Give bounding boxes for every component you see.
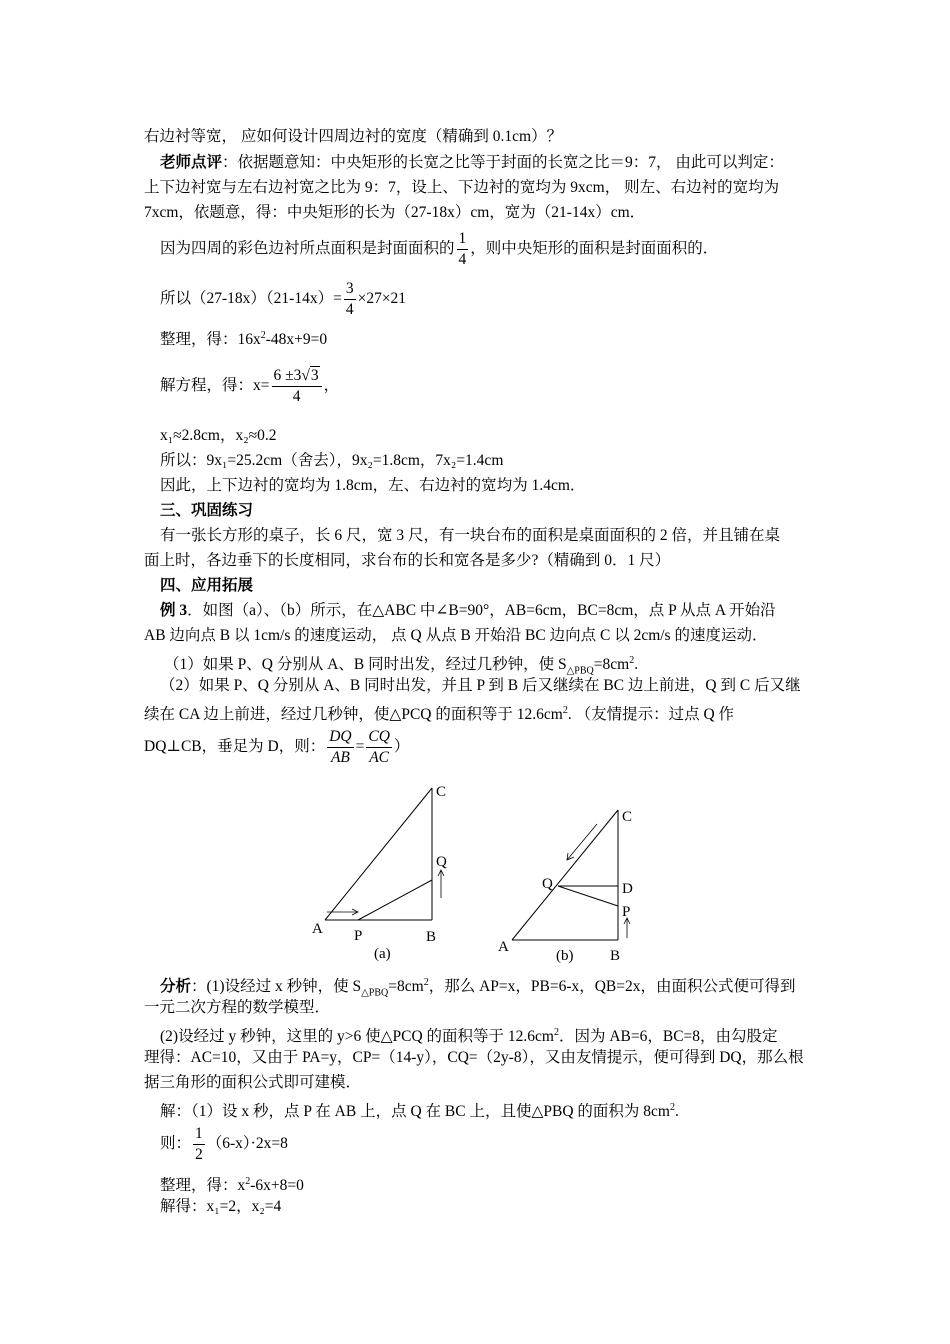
superscript: 2 — [260, 330, 266, 341]
text-line — [160, 153, 784, 173]
text-span: ．因为 AB=6，BC=8，由勾股定 — [558, 1028, 778, 1046]
figure-caption: (b) — [556, 948, 574, 964]
text-line: 因此，上下边衬的宽均为 1.8cm，左、右边衬的宽均为 1.4cm． — [160, 477, 586, 494]
text-span: ，则中央矩形的面积是封面面积的． — [470, 240, 719, 257]
figure-b — [490, 800, 650, 965]
text-span: ：(1)设经过 x 秒钟，使 S — [191, 978, 362, 996]
section-heading: 四、应用拓展 — [160, 577, 254, 594]
label-Q: Q — [436, 854, 447, 870]
text-span: ，那么 AP=x，PB=6-x，QB=2x，由面积公式便可得到 — [428, 978, 796, 996]
text-line — [160, 276, 406, 322]
text-span: =8cm — [593, 656, 630, 674]
label-P: P — [354, 928, 363, 944]
text-span: ， — [323, 377, 340, 394]
text-line: 解得：x₁=2，x₂=4 — [160, 1198, 282, 1215]
text-span: -6x+8=0 — [250, 1177, 304, 1195]
example-label: 例 3 — [160, 602, 188, 619]
fraction: $\frac{3}{4}$ — [345, 279, 354, 318]
superscript: 2 — [245, 1176, 251, 1187]
superscript: 2 — [562, 705, 568, 716]
text-line — [160, 1098, 679, 1122]
text-span: 所以（27-18x）（21-14x）= — [160, 290, 342, 307]
text-line: 一元二次方程的数学模型． — [144, 999, 331, 1016]
text-span: =8cm — [388, 978, 424, 996]
text-line: 右边衬等宽， 应如何设计四周边衬的宽度（精确到 0.1cm）？ — [144, 128, 563, 145]
text-line — [160, 1023, 778, 1047]
text-span: 解方程，得：x= — [160, 377, 270, 394]
text-line — [160, 326, 327, 350]
label-C: C — [436, 784, 447, 800]
text-line: 7xcm，依题意，得：中央矩形的长为（27-18x）cm，宽为（21-14x）cm． — [144, 204, 646, 221]
fraction: $\frac{DQ}{AB}$ — [329, 727, 352, 766]
section-heading: 三、巩固练习 — [160, 502, 254, 519]
text-span: (2)设经过 y 秒钟，这里的 y>6 使△PCQ 的面积等于 12.6cm — [160, 1028, 554, 1046]
analysis-label: 分析 — [160, 978, 192, 996]
text-line — [160, 226, 718, 272]
text-line: AB 边向点 B 以 1cm/s 的速度运动， 点 Q 从点 B 开始沿 BC 边向点 C 以 2cm/s 的速度运动． — [144, 627, 768, 644]
label-P: P — [622, 904, 631, 920]
text-line — [160, 362, 339, 410]
text-span: 整理，得：16x — [160, 331, 261, 349]
superscript: 2 — [553, 1027, 559, 1038]
text-line — [160, 601, 776, 621]
text-span: -48x+9=0 — [265, 331, 328, 349]
line-PQ — [358, 880, 432, 920]
text-span: DQ⊥CB，垂足为 D，则： — [144, 738, 326, 755]
fraction: $\frac{1}{4}$ — [458, 229, 467, 268]
text-span: 续在 CA 边上前进，经过几秒钟，使△PCQ 的面积等于 12.6cm — [144, 706, 563, 724]
text-line — [160, 1172, 304, 1196]
subscript: △PBQ — [361, 987, 389, 999]
superscript: 2 — [669, 1102, 675, 1113]
figure-caption: (a) — [374, 946, 391, 962]
text-span: ．如图（a）、（b）所示，在△ABC 中∠B=90°，AB=6cm，BC=8cm，点 P 从点 A 开始沿 — [187, 602, 776, 619]
text-line: x₁≈2.8cm，x₂≈0.2 — [160, 427, 277, 444]
line-AC — [325, 788, 432, 920]
text-line — [160, 1121, 288, 1167]
text-line: （2）如果 P、Q 分别从 A、B 同时出发，并且 P 到 B 后又继续在 BC 边上前进，Q 到 C 后又继 — [160, 677, 801, 694]
text-line — [144, 701, 734, 725]
sqrt-symbol: √3 — [301, 366, 319, 384]
label-C: C — [622, 809, 633, 825]
text-span: . （友情提示：过点 Q 作 — [567, 706, 735, 724]
figure-a — [300, 778, 470, 963]
label-A: A — [312, 921, 323, 937]
text-line: 上下边衬宽与左右边衬宽之比为 9：7，设上、下边衬的宽均为 9xcm， 则左、右边衬的宽均为 — [144, 179, 780, 196]
label-A: A — [498, 939, 509, 955]
text-span: 解：（1）设 x 秒，点 P 在 AB 上，点 Q 在 BC 上，且使△PBQ 的面积为 8cm — [160, 1103, 670, 1121]
text-line: 有一张长方形的桌子，长 6 尺，宽 3 尺，有一块台布的面积是桌面面积的 2 倍，并且铺在桌 — [160, 527, 781, 544]
text-span: 整理，得：x — [160, 1177, 246, 1195]
text-span: ） — [393, 738, 410, 755]
text-span: . — [634, 656, 639, 674]
text-span: 因为四周的彩色边衬所点面积是封面面积的 — [160, 240, 455, 257]
text-span: . — [674, 1103, 679, 1121]
label-B: B — [610, 948, 621, 964]
text-line: 理得：AC=10，又由于 PA=y，CP=（14-y），CQ=（2y-8），又由友情提示，便可得到 DQ，那么根 — [144, 1049, 804, 1066]
label-Q: Q — [542, 876, 553, 892]
text-span: （6-x）·2x=8 — [206, 1135, 288, 1152]
superscript: 2 — [629, 655, 635, 666]
line-QP — [558, 886, 618, 906]
label-D: D — [622, 881, 633, 897]
line-AC — [512, 810, 618, 940]
fraction: $\frac{CQ}{AC}$ — [368, 727, 390, 766]
text-line: 面上时，各边垂下的长度相同，求台布的长和宽各是多少?（精确到 0．1 尺） — [144, 552, 671, 569]
superscript: 2 — [423, 977, 429, 988]
text-span: ×27×21 — [357, 290, 407, 307]
text-line — [144, 723, 409, 771]
subscript: △PBQ — [566, 665, 594, 677]
text-line: 据三角形的面积公式即可建模． — [144, 1074, 362, 1091]
teacher-comment-label: 老师点评 — [160, 154, 223, 171]
text-span: 则： — [160, 1135, 192, 1152]
text-span: （1）如果 P、Q 分别从 A、B 同时出发，经过几秒钟，使 S — [164, 656, 567, 674]
label-B: B — [426, 929, 437, 945]
text-span: ：依据题意知：中央矩形的长宽之比等于封面的长宽之比＝9：7， 由此可以判定： — [222, 154, 784, 171]
text-span: = — [355, 738, 365, 755]
text-line: 所以：9x₁=25.2cm（舍去），9x₂=1.8cm，7x₂=1.4cm — [160, 452, 504, 469]
fraction: $\frac{6 \pm 3√3}{4}$ — [272, 366, 322, 407]
fraction: $\frac{1}{2}$ — [195, 1124, 203, 1163]
